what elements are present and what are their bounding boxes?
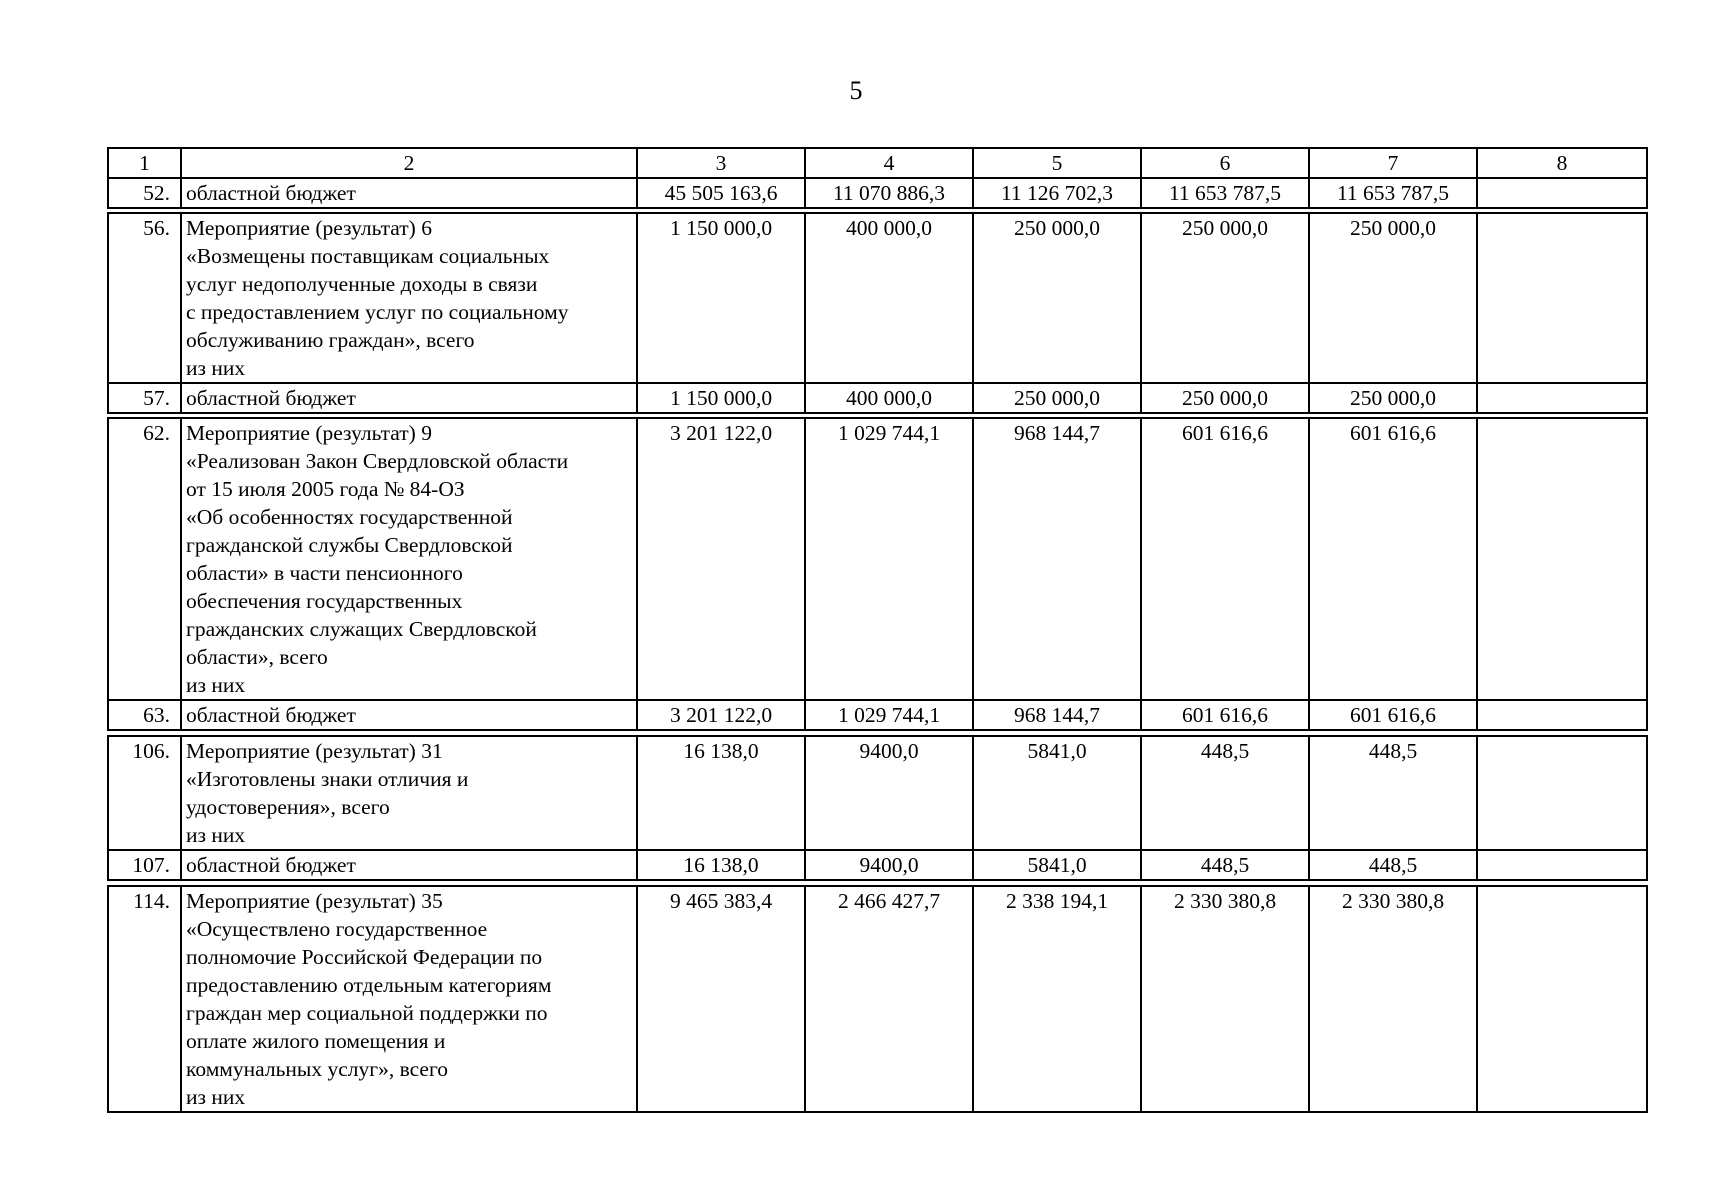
value-cell: 250 000,0 xyxy=(1309,213,1477,383)
value-cell: 11 653 787,5 xyxy=(1309,178,1477,208)
value-cell: 5841,0 xyxy=(973,736,1141,850)
row-number: 62. xyxy=(108,418,181,700)
header-row xyxy=(108,148,1647,178)
budget-table-block xyxy=(107,735,1648,881)
value-cell: 2 330 380,8 xyxy=(1141,886,1309,1112)
column-header: 3 xyxy=(637,148,805,178)
value-cell xyxy=(1477,383,1647,413)
row-number: 57. xyxy=(108,383,181,413)
column-header: 4 xyxy=(805,148,973,178)
value-cell: 9 465 383,4 xyxy=(637,886,805,1112)
value-cell: 601 616,6 xyxy=(1309,418,1477,700)
column-header: 8 xyxy=(1477,148,1647,178)
value-cell xyxy=(1477,886,1647,1112)
value-cell: 250 000,0 xyxy=(1141,383,1309,413)
value-cell: 400 000,0 xyxy=(805,383,973,413)
table-row xyxy=(108,886,1647,1112)
value-cell: 2 330 380,8 xyxy=(1309,886,1477,1112)
value-cell: 1 029 744,1 xyxy=(805,700,973,730)
row-name: Мероприятие (результат) 31 «Изготовлены знаки отличия и удостоверения», всего из них xyxy=(181,736,637,850)
row-name: областной бюджет xyxy=(181,383,637,413)
page-number: 5 xyxy=(849,76,863,105)
row-number: 107. xyxy=(108,850,181,880)
row-name: Мероприятие (результат) 35 «Осуществлено государственное полномочие Российской Федерации по предоставлению отдельным категориям граждан мер социальной поддержки по оплате жилого помещения и коммунальных услуг», всего из них xyxy=(181,886,637,1112)
value-cell: 400 000,0 xyxy=(805,213,973,383)
column-header: 1 xyxy=(108,148,181,178)
column-header: 7 xyxy=(1309,148,1477,178)
value-cell: 1 150 000,0 xyxy=(637,213,805,383)
value-cell xyxy=(1477,418,1647,700)
value-cell: 250 000,0 xyxy=(973,213,1141,383)
column-header: 6 xyxy=(1141,148,1309,178)
value-cell xyxy=(1477,178,1647,208)
value-cell: 250 000,0 xyxy=(973,383,1141,413)
value-cell: 448,5 xyxy=(1309,850,1477,880)
table-row xyxy=(108,700,1647,730)
table-row xyxy=(108,850,1647,880)
table-row xyxy=(108,418,1647,700)
value-cell: 1 029 744,1 xyxy=(805,418,973,700)
row-number: 56. xyxy=(108,213,181,383)
value-cell: 9400,0 xyxy=(805,850,973,880)
table-row xyxy=(108,736,1647,850)
value-cell: 601 616,6 xyxy=(1141,700,1309,730)
row-name: областной бюджет xyxy=(181,700,637,730)
budget-table-block xyxy=(107,147,1648,209)
value-cell xyxy=(1477,850,1647,880)
row-name: Мероприятие (результат) 9 «Реализован Закон Свердловской области от 15 июля 2005 года № 84-ОЗ «Об особенностях государственной гражданской службы Свердловской области» в части пенсионного обеспечения государственных гражданских служащих Свердловской области», всего из них xyxy=(181,418,637,700)
value-cell: 16 138,0 xyxy=(637,736,805,850)
table-row xyxy=(108,213,1647,383)
table-row xyxy=(108,178,1647,208)
row-name: областной бюджет xyxy=(181,178,637,208)
value-cell xyxy=(1477,736,1647,850)
value-cell: 3 201 122,0 xyxy=(637,418,805,700)
row-number: 63. xyxy=(108,700,181,730)
value-cell: 250 000,0 xyxy=(1141,213,1309,383)
value-cell: 250 000,0 xyxy=(1309,383,1477,413)
value-cell: 1 150 000,0 xyxy=(637,383,805,413)
column-header: 5 xyxy=(973,148,1141,178)
value-cell: 448,5 xyxy=(1141,736,1309,850)
value-cell: 11 653 787,5 xyxy=(1141,178,1309,208)
budget-table-block xyxy=(107,417,1648,731)
value-cell: 11 070 886,3 xyxy=(805,178,973,208)
value-cell: 601 616,6 xyxy=(1309,700,1477,730)
value-cell: 448,5 xyxy=(1309,736,1477,850)
value-cell: 968 144,7 xyxy=(973,700,1141,730)
value-cell: 3 201 122,0 xyxy=(637,700,805,730)
value-cell: 16 138,0 xyxy=(637,850,805,880)
value-cell: 9400,0 xyxy=(805,736,973,850)
value-cell: 2 338 194,1 xyxy=(973,886,1141,1112)
value-cell: 601 616,6 xyxy=(1141,418,1309,700)
table-row xyxy=(108,383,1647,413)
value-cell xyxy=(1477,213,1647,383)
row-name: областной бюджет xyxy=(181,850,637,880)
value-cell: 968 144,7 xyxy=(973,418,1141,700)
budget-table-block xyxy=(107,885,1648,1113)
column-header: 2 xyxy=(181,148,637,178)
value-cell: 5841,0 xyxy=(973,850,1141,880)
value-cell: 2 466 427,7 xyxy=(805,886,973,1112)
row-number: 106. xyxy=(108,736,181,850)
value-cell: 448,5 xyxy=(1141,850,1309,880)
row-number: 114. xyxy=(108,886,181,1112)
value-cell: 45 505 163,6 xyxy=(637,178,805,208)
value-cell: 11 126 702,3 xyxy=(973,178,1141,208)
row-number: 52. xyxy=(108,178,181,208)
value-cell xyxy=(1477,700,1647,730)
budget-table-block xyxy=(107,212,1648,414)
row-name: Мероприятие (результат) 6 «Возмещены поставщикам социальных услуг недополученные доходы в связи с предоставлением услуг по социальному обслуживанию граждан», всего из них xyxy=(181,213,637,383)
